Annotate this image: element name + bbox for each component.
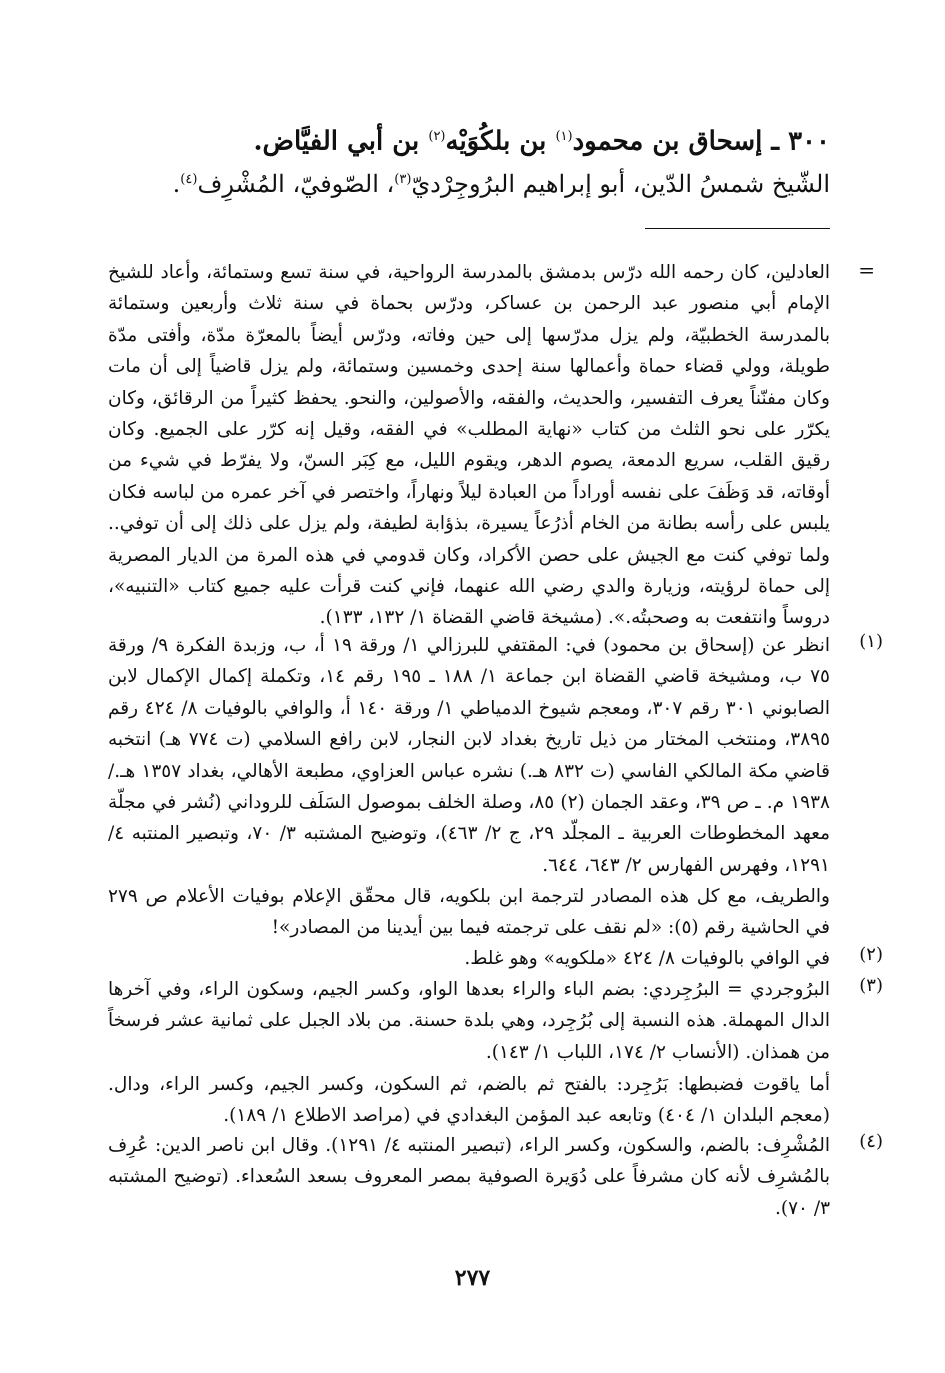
entry-heading-tail: بن أبي الفيَّاض.: [253, 126, 429, 157]
page-number: ٢٧٧: [454, 1265, 491, 1291]
footnote-ref-4[interactable]: (٤): [180, 172, 198, 187]
footnote-number-2: (٢): [859, 944, 883, 965]
entry-subtitle: [110, 162, 830, 202]
footnote-number-3: (٣): [859, 975, 883, 996]
entry-subtitle-mid: ، الصّوفيّ، المُشْرِف: [197, 170, 395, 198]
footnote-2-text: في الوافي بالوفيات ٨/ ٤٢٤ «ملكويه» وهو غلط.: [464, 948, 830, 969]
entry-subtitle-end: .: [172, 170, 181, 198]
footnote-4-text: المُشْرِف: بالضم، والسكون، وكسر الراء، (تبصير المنتبه ٤/ ١٢٩١). وقال ابن ناصر الدين: عُرِف بالمُشرِف لأنه كان مشرفاً على دُوَيرة الصوفية بمصر المعروف بسعد السُعداء. (توضيح المشتبه ٣/ ٧٠).: [108, 1135, 830, 1219]
footnote-ref-1[interactable]: (١): [555, 129, 573, 144]
footnote-ref-2[interactable]: (٢): [428, 129, 446, 144]
entry-heading-text: ٣٠٠ ـ إسحاق بن محمود: [572, 126, 830, 157]
footnote-number-1: (١): [859, 631, 883, 652]
footnote-3-text: البرُوجردي = البرُجِردي: بضم الباء والراء بعدها الواو، وكسر الجيم، وسكون الراء، وفي آخرها الدال المهملة. هذه النسبة إلى بُرُجِرد، وهي بلدة حسنة. من بلاد الجبل على ثمانية عشر فرسخاً من همذان. (الأنساب ٢/ ١٧٤، اللباب ١/ ١٤٣).: [108, 979, 830, 1063]
continued-footnote-text: العادلين، كان رحمه الله درّس بدمشق بالمدرسة الرواحية، في سنة تسع وستمائة، وأعاد للشيخ الإمام أبي منصور عبد الرحمن بن عساكر، ودرّس بحماة في سنة ثلاث وأربعين وستمائة بالمدرسة الخطبيّة، ولم يزل مدرّسها إلى حين وفاته، ودرّس أيضاً بالمعرّة مدّة، وأفتى مدّة طويلة، وولي قضاء حماة وأعمالها سنة إحدى وخمسين وستمائة، ولم يزل قاضياً إلى أن مات وكان مفنّناً يعرف التفسير، والحديث، والفقه، والأصولين، والنحو. يحفظ كثيراً من الرقائق، وكان يكرّر على نحو الثلث من كتاب «نهاية المطلب» في الفقه، وقيل إنه كرّر على الجميع. وكان رقيق القلب، سريع الدمعة، يصوم الدهر، ويقوم الليل، مع كِبَر السنّ، ولا يفرّط في شيء من أوقاته، قد وَظَفَ على نفسه أوراداً من العبادة ليلاً ونهاراً، واختصر في آخر عمره من لباسه فكان يلبس على رأسه بطانة من الخام أذرُعاً يسيرة، بذؤابة لطيفة، ولم يزل على ذلك إلى أن توفي.. ولما توفي كنت مع الجيش على حصن الأكراد، وكان قدومي في هذه المرة من الديار المصرية إلى حماة لرؤيته، وزيارة والدي رضي الله عنهما، فإني كنت قرأت عليه جميع كتاب «التنبيه»، دروساً وانتفعت به وصحبتُه.». (مشيخة قاضي القضاة ١/ ١٣٢، ١٣٣).: [108, 262, 830, 629]
footnote-3-extra: أما ياقوت فضبطها: بَرُجِرد: بالفتح ثم بالضم، ثم السكون، وكسر الجيم، وكسر الراء، ودال. (معجم البلدان ١/ ٤٠٤) وتابعه عبد المؤمن البغدادي في (مراصد الاطلاع ١/ ١٨٩).: [108, 1074, 830, 1127]
entry-subtitle-text: الشّيخ شمسُ الدّين، أبو إبراهيم البرُوجِرْديّ: [411, 170, 830, 198]
footnote-1-text: انظر عن (إسحاق بن محمود) في: المقتفي للبرزالي ١/ ورقة ١٩ أ، ب، وزبدة الفكرة ٩/ ورقة ٧٥ ب، ومشيخة قاضي القضاة ابن جماعة ١/ ١٨٨ ـ ١٩٥ رقم ١٤، وتكملة إكمال الإكمال لابن الصابوني ٣٠١ رقم ٣٠٧، ومعجم شيوخ الدمياطي ١/ ورقة ١٤٠ أ، والوافي بالوفيات ٨/ ٤٢٤ رقم ٣٨٩٥، ومنتخب المختار من ذيل تاريخ بغداد لابن النجار، لابن رافع السلامي (ت ٧٧٤ هـ) انتخبه قاضي مكة المالكي الفاسي (ت ٨٣٢ هـ.) نشره عباس العزاوي، مطبعة الأهالي، بغداد ١٣٥٧ هـ./ ١٩٣٨ م. ـ ص ٣٩، وعقد الجمان (٢) ٨٥، وصلة الخلف بموصول السَلَف للروداني (نُشر في مجلّة معهد المخطوطات العربية ـ المجلّد ٢٩، ج ٢/ ٤٦٣)، وتوضيح المشتبه ٣/ ٧٠، وتبصير المنتبه ٤/ ١٢٩١، وفهرس الفهارس ٢/ ٦٤٣، ٦٤٤.: [108, 635, 831, 876]
continuation-marker: =: [858, 258, 875, 282]
entry-heading-mid: بن بلكُوَيْه: [445, 126, 556, 157]
entry-heading: [110, 118, 830, 161]
footnote-separator: [645, 228, 830, 229]
footnote-1-extra: والطريف، مع كل هذه المصادر لترجمة ابن بلكويه، قال محقّق الإعلام بوفيات الأعلام ص ٢٧٩ في الحاشية رقم (٥): «لم نقف على ترجمته فيما بين أيدينا من المصادر»!: [108, 886, 830, 939]
footnote-ref-3[interactable]: (٣): [394, 172, 412, 187]
footnote-number-4: (٤): [859, 1131, 883, 1152]
